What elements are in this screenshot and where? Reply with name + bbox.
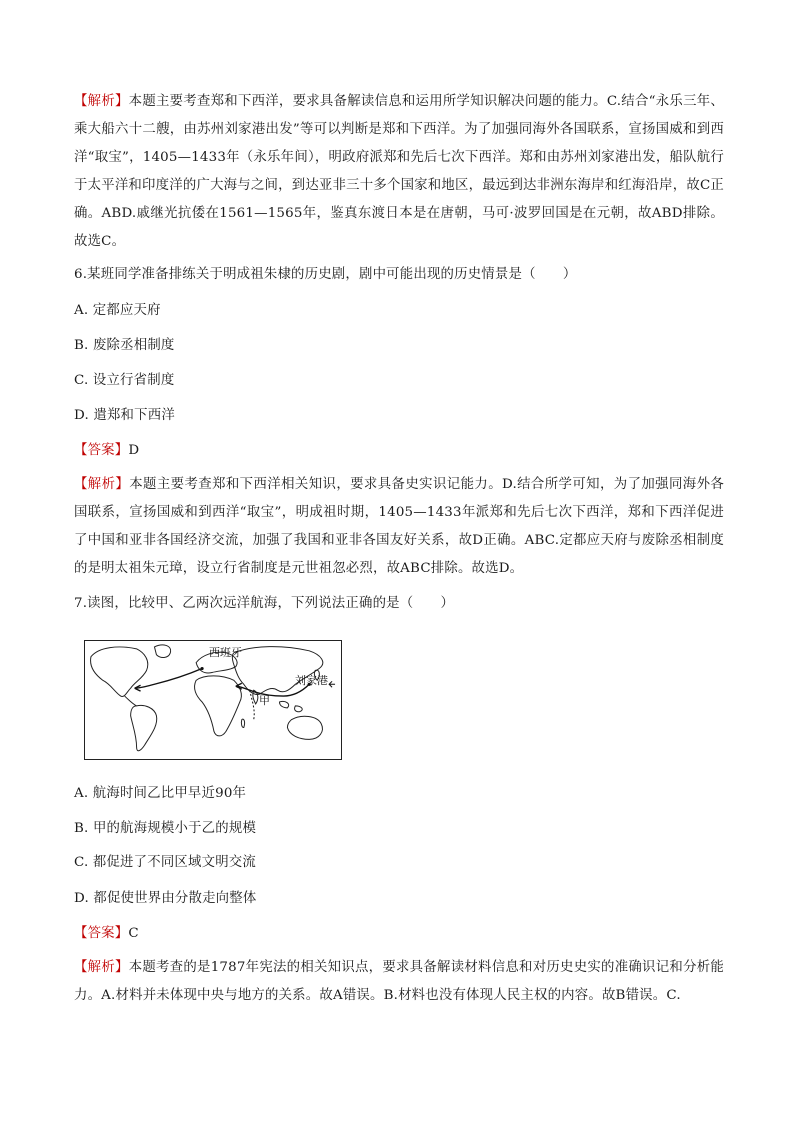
question-7-option-c: C. 都促进了不同区域文明交流	[74, 855, 256, 870]
analysis-text: 本题主要考查郑和下西洋相关知识，要求具备史实识记能力。D.结合所学可知，为了加强同海外各国联系，宣扬国威和到西洋“取宝”，明成祖时期，1405—1433年派郑和先后七次下西洋，郑和下西洋促进了中国和亚非各国经济交流，加强了我国和亚非各国友好关系，故D正确。ABC.定都应天府与废除丞相制度的是明太祖朱元璋，设立行省制度是元世祖忽必烈，故ABC排除。故选D。	[74, 477, 724, 576]
answer-value: D	[128, 443, 140, 458]
question-7-option-d: D. 都促使世界由分散走向整体	[74, 891, 257, 906]
map-label-jia: 甲	[259, 694, 270, 707]
map-label-liujia-harbor: 刘家港	[295, 674, 328, 687]
question-7-option-a: A. 航海时间乙比甲早近90年	[74, 786, 247, 801]
analysis-text: 本题主要考查郑和下西洋，要求具备解读信息和运用所学知识解决问题的能力。C.结合“永乐三年、乘大船六十二艘，由苏州刘家港出发”等可以判断是郑和下西洋。为了加强同海外各国联系，宣扬国威和到西洋“取宝”，1405—1433年（永乐年间），明政府派郑和先后七次下西洋。郑和由苏州刘家港出发，船队航行于太平洋和印度洋的广大海与之间，到达亚非三十多个国家和地区，最远到达非洲东海岸和红海沿岸，故C正确。ABD.戚继光抗倭在1561—1565年，鉴真东渡日本是在唐朝，马可·波罗回国是在元朝，故ABD排除。故选C。	[74, 94, 724, 249]
world-map-figure	[84, 640, 342, 760]
map-label-spain: 西班牙	[209, 646, 242, 659]
analysis-text: 本题考查的是1787年宪法的相关知识点，要求具备解读材料信息和对历史史实的准确识记和分析能力。A.材料并未体现中央与地方的关系。故A错误。B.材料也没有体现人民主权的内容。故B错误。C.	[74, 960, 724, 1003]
question-6-option-b: B. 废除丞相制度	[74, 338, 175, 353]
question-7-stem: 7.读图，比较甲、乙两次远洋航海，下列说法正确的是（ ）	[74, 596, 455, 611]
answer-tag: 【答案】	[74, 443, 129, 458]
question-6-stem: 6.某班同学准备排练关于明成祖朱棣的历史剧，剧中可能出现的历史情景是（ ）	[74, 267, 577, 282]
question-6-option-d: D. 遣郑和下西洋	[74, 408, 175, 423]
analysis-tag: 【解析】	[74, 960, 129, 975]
analysis-q6	[74, 471, 724, 583]
question-6-option-c: C. 设立行省制度	[74, 373, 175, 388]
analysis-q7	[74, 954, 724, 1010]
question-7-option-b: B. 甲的航海规模小于乙的规模	[74, 821, 257, 836]
analysis-tag: 【解析】	[74, 94, 129, 109]
answer-tag: 【答案】	[74, 926, 129, 941]
answer-value: C	[128, 926, 139, 941]
question-7-answer	[74, 924, 139, 944]
analysis-q5	[74, 88, 724, 256]
question-6-answer	[74, 441, 139, 461]
question-6-option-a: A. 定都应天府	[74, 303, 161, 318]
analysis-tag: 【解析】	[74, 477, 130, 492]
